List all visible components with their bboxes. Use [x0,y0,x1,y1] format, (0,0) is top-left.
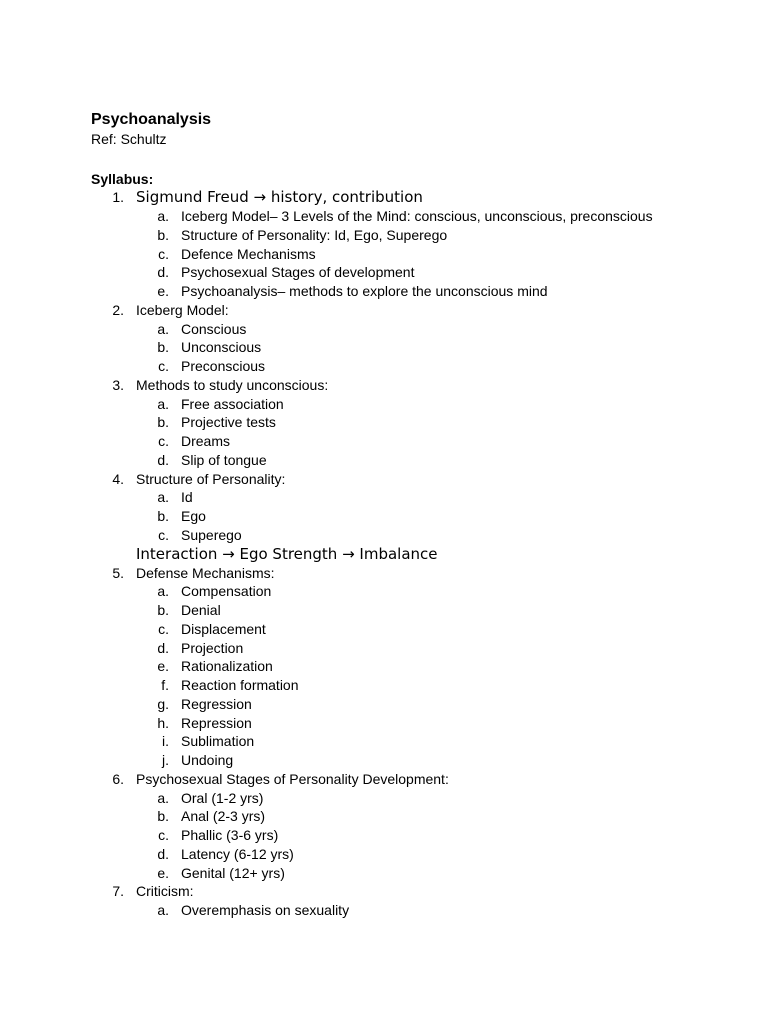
subitem-text: Displacement [181,620,266,637]
subitem-letter: h. [157,714,169,731]
syllabus-item [0,770,768,789]
subitem-letter: e. [157,658,169,675]
subitem-letter: j. [162,752,169,768]
syllabus-subitem [0,864,768,883]
subitem-text: Dreams [181,433,231,449]
syllabus-subitem [0,226,768,245]
subitem-text: Slip of tongue [181,451,267,468]
subitem-text: Unconscious [181,339,262,356]
subitem-letter: b. [157,339,169,356]
subitem-letter: e. [157,864,169,881]
syllabus-subitem [0,395,768,414]
subitem-letter: a. [157,789,169,806]
subitem-letter: a. [157,208,169,224]
syllabus-note [0,545,768,564]
subitem-letter: d. [157,451,169,468]
syllabus-subitem [0,526,768,545]
syllabus-subitem [0,245,768,264]
note-text: Interaction → Ego Strength → Imbalance [136,544,438,563]
item-number: 6. [112,770,124,787]
syllabus-subitem [0,826,768,845]
subitem-letter: d. [157,639,169,656]
subitem-text: Overemphasis on sexuality [181,902,350,918]
subitem-text: Free association [181,395,284,412]
subitem-letter: e. [157,283,169,299]
subitem-letter: i. [162,733,169,750]
syllabus-subitem [0,657,768,676]
item-text: Defense Mechanisms: [136,564,275,581]
subitem-text: Oral (1-2 yrs) [181,789,264,806]
syllabus-subitem [0,901,768,920]
syllabus-subitem [0,732,768,751]
syllabus-subitem [0,451,768,470]
syllabus-subitem [0,263,768,282]
subitem-letter: a. [157,583,169,600]
subitem-letter: c. [158,620,169,637]
item-number: 5. [112,564,124,581]
item-text: Sigmund Freud → history, contribution [136,188,423,206]
syllabus-subitem [0,807,768,826]
syllabus-subitem [0,338,768,357]
syllabus-subitem [0,582,768,601]
item-text: Criticism: [136,883,194,900]
subitem-letter: a. [157,395,169,412]
item-text: Methods to study unconscious: [136,376,329,393]
syllabus-subitem [0,714,768,733]
item-number: 3. [112,376,124,393]
syllabus-subitem [0,789,768,808]
syllabus-subitem [0,320,768,339]
subitem-letter: g. [157,695,169,712]
subitem-letter: d. [157,845,169,862]
syllabus-subitem [0,676,768,695]
subitem-text: Compensation [181,583,272,600]
syllabus-item [0,470,768,489]
subitem-letter: a. [157,489,169,506]
item-number: 4. [112,470,124,487]
syllabus-subitem [0,488,768,507]
subitem-text: Latency (6-12 yrs) [181,845,294,862]
subitem-letter: b. [157,808,169,825]
subitem-letter: a. [157,320,169,337]
subitem-text: Anal (2-3 yrs) [181,808,266,825]
subitem-text: Regression [181,695,252,712]
item-number: 1. [112,189,124,205]
subitem-letter: d. [157,264,169,281]
item-text: Structure of Personality: [136,470,286,487]
subitem-text: Superego [181,526,242,543]
syllabus-subitem [0,357,768,376]
syllabus-item [0,564,768,583]
item-number: 7. [112,883,124,900]
subitem-text: Defence Mechanisms [181,245,316,262]
subitem-text: Id [181,489,193,506]
subitem-letter: f. [161,677,169,693]
subitem-letter: c. [158,433,169,449]
subitem-text: Psychoanalysis– methods to explore the unconscious mind [181,283,548,299]
syllabus-subitem [0,639,768,658]
subitem-letter: c. [158,358,169,374]
syllabus-subitem [0,507,768,526]
subitem-text: Psychosexual Stages of development [181,264,415,281]
subitem-letter: c. [158,245,169,262]
subitem-letter: b. [157,602,169,618]
syllabus-subitem [0,695,768,714]
subitem-text: Structure of Personality: Id, Ego, Superego [181,226,448,243]
syllabus-subitem [0,845,768,864]
syllabus-heading: Syllabus: [91,171,154,187]
syllabus-subitem [0,620,768,639]
subitem-letter: b. [157,226,169,243]
subitem-text: Preconscious [181,358,266,374]
syllabus-subitem [0,751,768,770]
subitem-text: Denial [181,602,221,618]
syllabus-subitem [0,432,768,451]
subitem-text: Conscious [181,320,247,337]
subitem-letter: c. [158,526,169,543]
item-number: 2. [112,301,124,318]
syllabus-list [0,188,768,920]
reference-line: Ref: Schultz [91,131,167,147]
subitem-text: Repression [181,714,252,731]
syllabus-item [0,882,768,901]
subitem-text: Genital (12+ yrs) [181,864,285,881]
syllabus-item [0,376,768,395]
subitem-text: Projection [181,639,244,656]
subitem-letter: a. [157,902,169,918]
subitem-letter: b. [157,414,169,431]
syllabus-subitem [0,413,768,432]
subitem-text: Projective tests [181,414,276,431]
syllabus-subitem [0,282,768,301]
subitem-text: Undoing [181,752,234,768]
syllabus-item [0,301,768,320]
subitem-text: Ego [181,508,206,524]
syllabus-subitem [0,601,768,620]
syllabus-subitem [0,207,768,226]
subitem-text: Rationalization [181,658,273,675]
subitem-text: Iceberg Model– 3 Levels of the Mind: conscious, unconscious, preconscious [181,208,653,224]
syllabus-item [0,188,768,207]
subitem-letter: b. [157,508,169,524]
subitem-letter: c. [158,827,169,843]
subitem-text: Phallic (3-6 yrs) [181,827,279,843]
subitem-text: Reaction formation [181,677,299,693]
item-text: Psychosexual Stages of Personality Development: [136,770,449,787]
document-title: Psychoanalysis [91,111,212,128]
item-text: Iceberg Model: [136,301,229,318]
subitem-text: Sublimation [181,733,255,750]
